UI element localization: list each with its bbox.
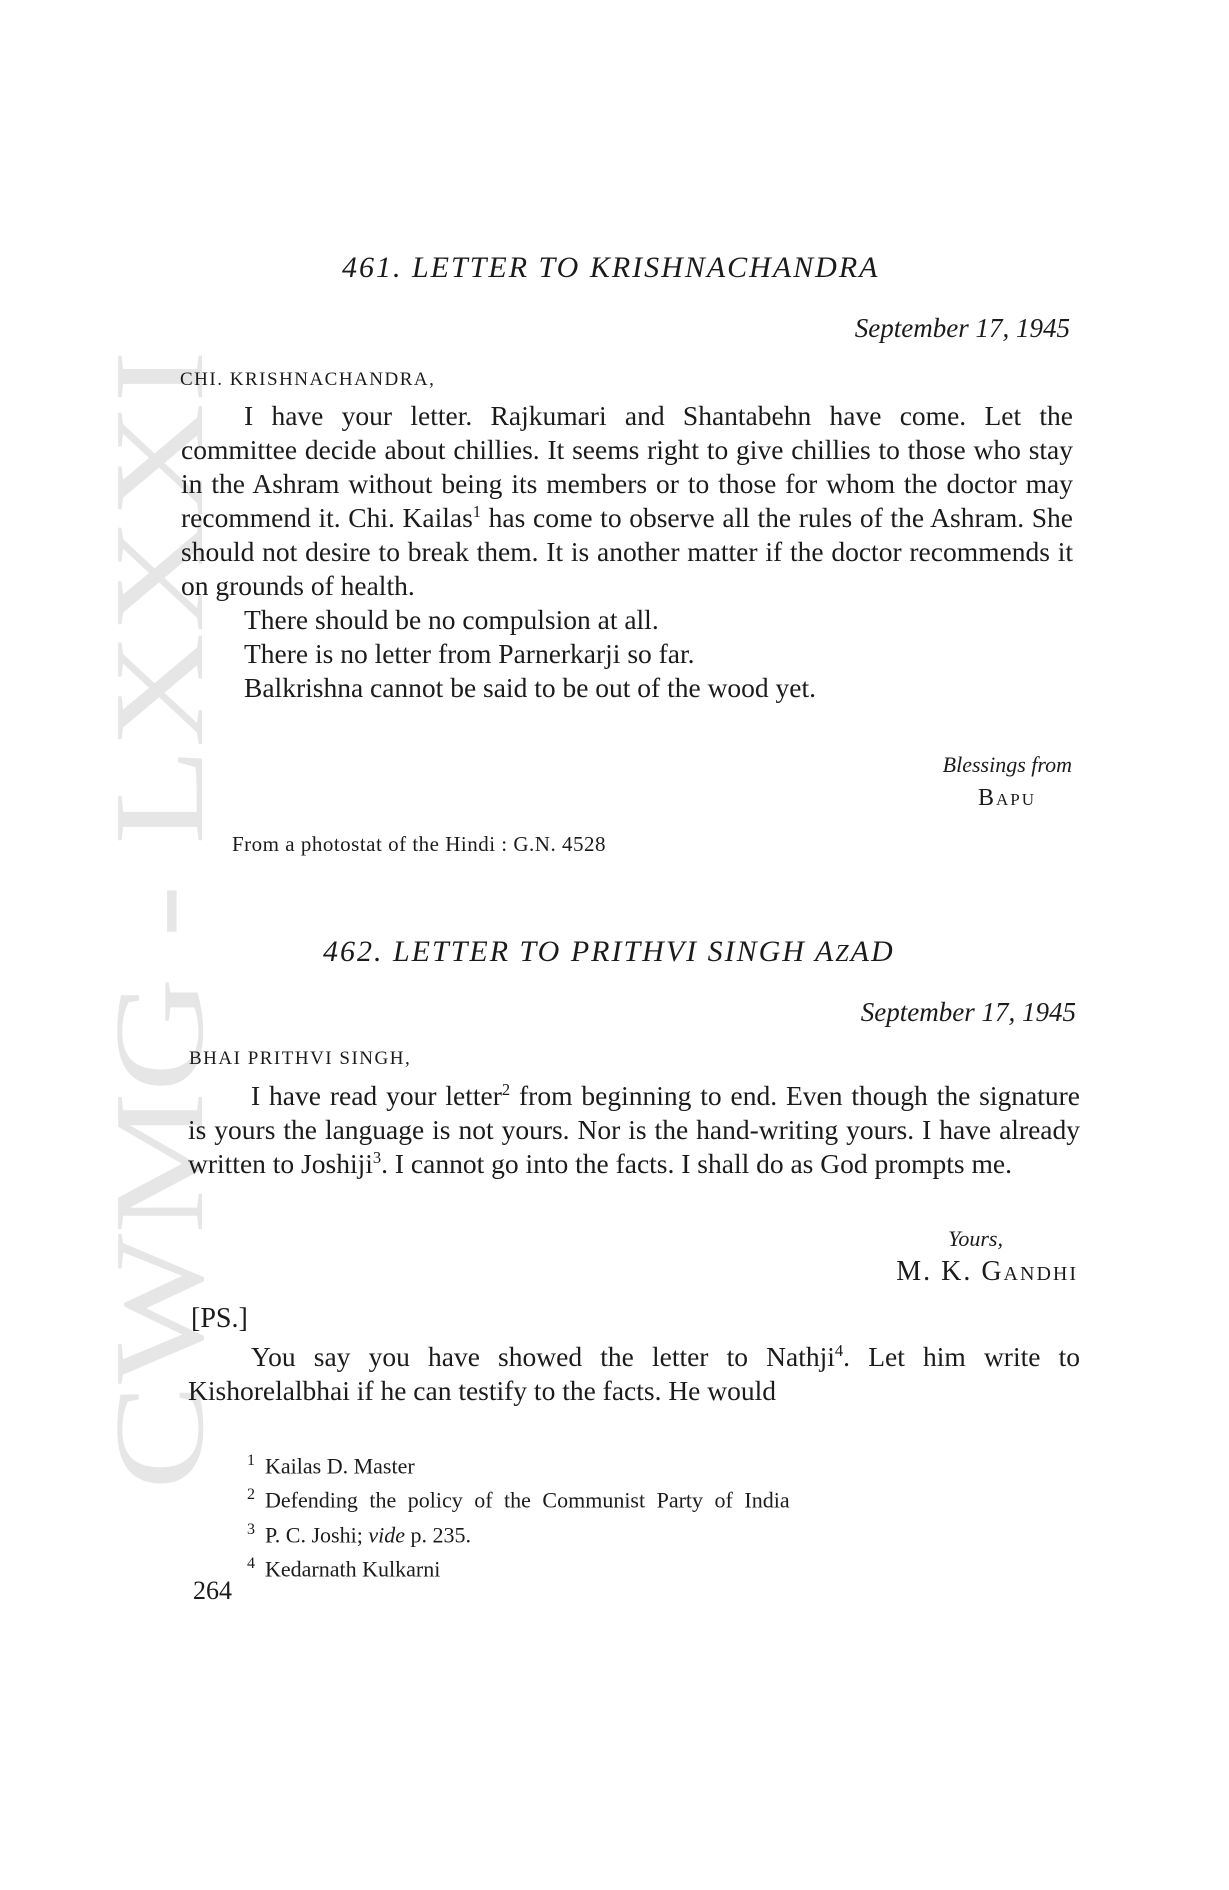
ps-paragraph: You say you have showed the letter to Nathji$^4$. Let him write to Kishorelalbhai if he can testify to the facts. He would — [188, 1340, 1080, 1406]
footnote-ref-3: 3 — [372, 1147, 382, 1167]
letter-462-body — [188, 1079, 1080, 1181]
footnotes — [247, 1446, 790, 1583]
footnote-ref-1: 1 — [472, 501, 482, 521]
letter-461-paragraph-4: Balkrishna cannot be said to be out of the wood yet. — [244, 672, 817, 703]
letter-461-paragraph-3: There is no letter from Parnerkarji so far. — [244, 638, 695, 669]
letter-461-salutation: CHI. KRISHNACHANDRA, — [180, 369, 436, 390]
letter-461-heading: 461. LETTER TO KRISHNACHANDRA — [342, 251, 880, 284]
letter-462-closing-greeting: Yours, — [948, 1226, 1003, 1251]
footnote-ref-4: 4 — [834, 1340, 844, 1360]
ps-body — [188, 1340, 1080, 1408]
letter-462-paragraph-1: I have read your letter$^2$ from beginning to end. Even though the signature is yours the language is not yours. Nor is the hand-writing yours. I have already written to Joshiji$^3$. I cannot go into the facts. I shall do as God prompts me. — [188, 1079, 1080, 1179]
footnote-ref-2: 2 — [501, 1079, 511, 1099]
letter-461-body — [181, 399, 1073, 705]
footnote-4: 4 Kedarnath Kulkarni — [247, 1554, 441, 1582]
footnote-3: 3 P. C. Joshi; vide p. 235. — [247, 1520, 471, 1547]
letter-462-signature: M. K. Gandhi — [896, 1256, 1078, 1287]
letter-461-paragraph-2: There should be no compulsion at all. — [244, 604, 659, 635]
letter-461-paragraph-1: I have your letter. Rajkumari and Shantabehn have come. Let the committee decide about chillies. It seems right to give chillies to those who stay in the Ashram without being its members or to those for whom the doctor may recommend it. Chi. Kailas$^1$ has come to observe all the rules of the Ashram. She should not desire to break them. It is another matter if the doctor recommends it on grounds of health. — [181, 400, 1074, 601]
letter-462-closing — [780, 1224, 1078, 1290]
letter-461-closing-greeting: Blessings from — [942, 752, 1072, 777]
letter-461-source: From a photostat of the Hindi : G.N. 4528 — [232, 832, 606, 856]
ps-label: [PS.] — [191, 1303, 248, 1334]
letter-462-heading: 462. LETTER TO PRITHVI SINGH AZAD — [323, 935, 895, 968]
letter-462-salutation: BHAI PRITHVI SINGH, — [189, 1048, 412, 1069]
watermark-text: CWMG LXXXI — [107, 572, 227, 1490]
letter-461-closing — [800, 750, 1072, 816]
page-number: 264 — [193, 1576, 232, 1605]
letter-461-date: September 17, 1945 — [854, 313, 1070, 343]
footnote-2: 2 Defending the policy of the Communist Party of India — [247, 1486, 790, 1513]
footnote-1: 1 Kailas D. Master — [247, 1452, 415, 1479]
letter-461-signature: Bapu — [977, 785, 1036, 811]
letter-462-date: September 17, 1945 — [860, 997, 1076, 1027]
